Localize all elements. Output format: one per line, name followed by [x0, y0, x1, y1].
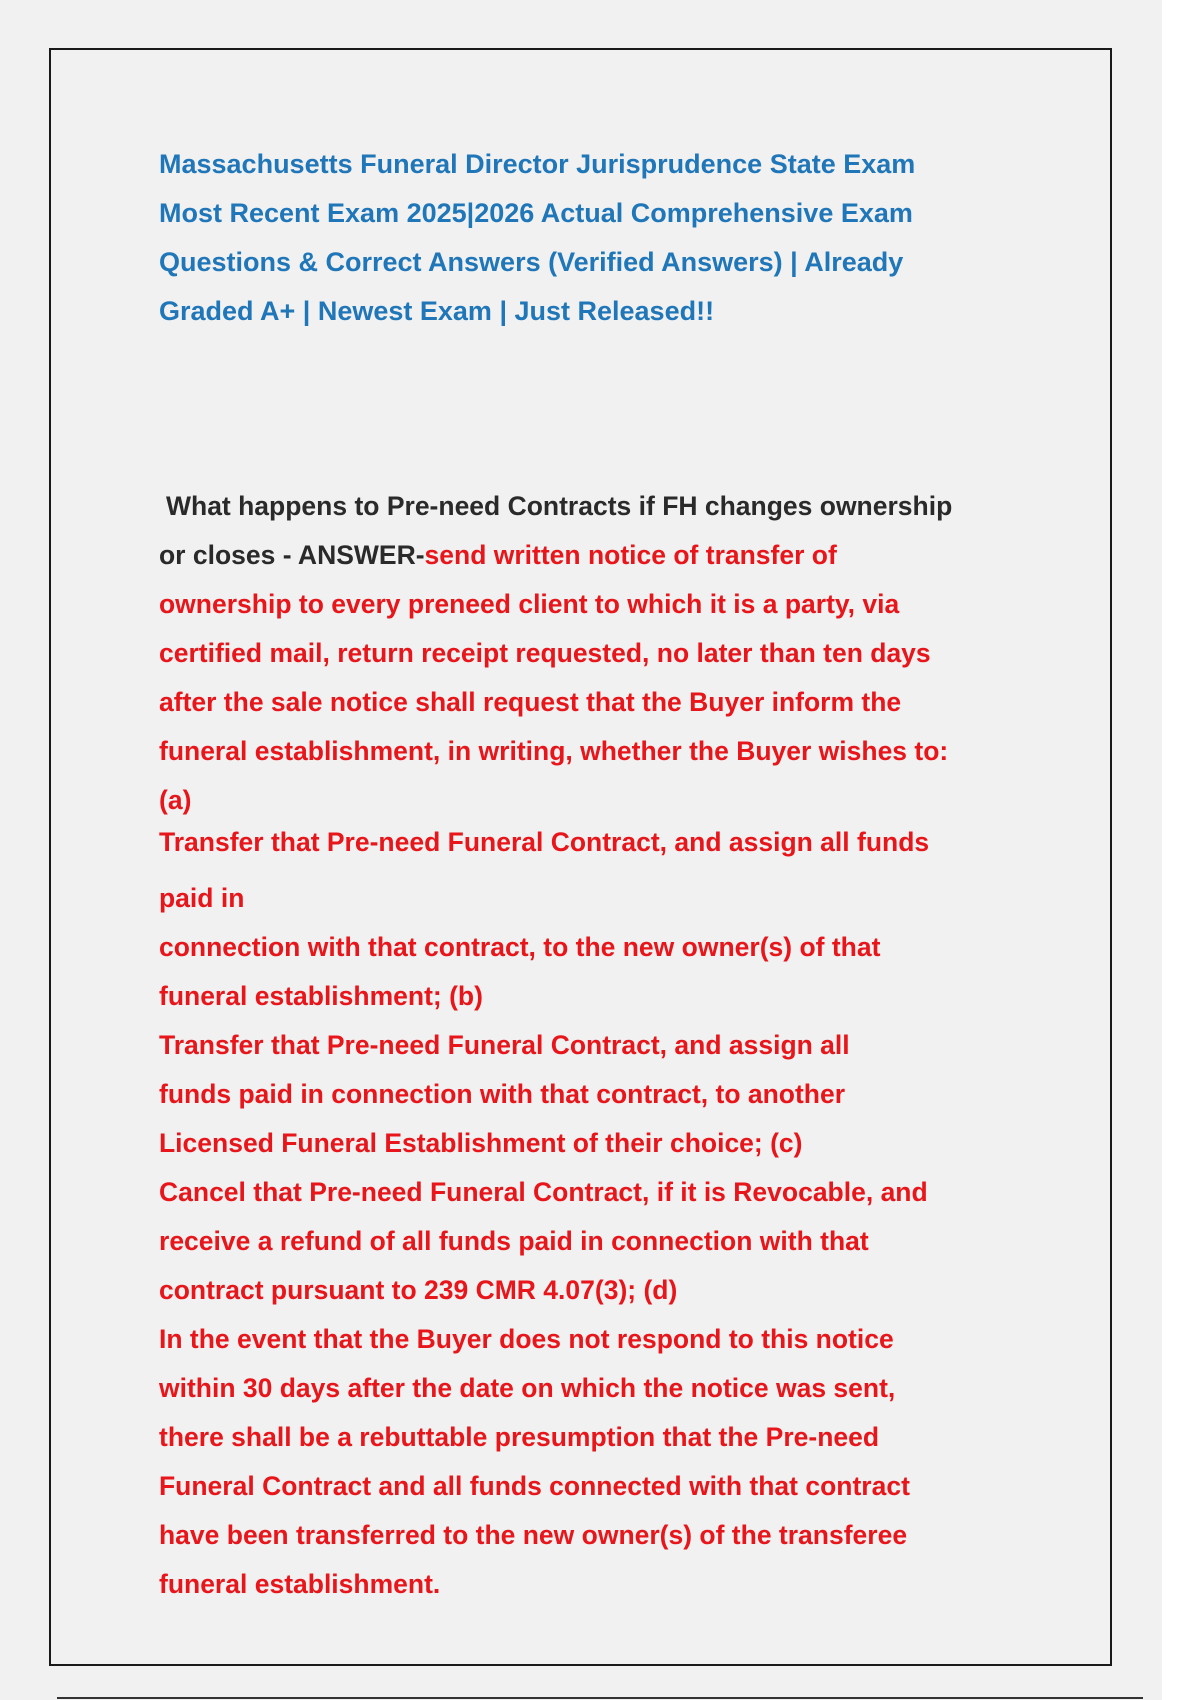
- answer-line: funeral establishment; (b): [159, 981, 483, 1011]
- answer-line: Licensed Funeral Establishment of their choice; (c): [159, 1128, 803, 1158]
- question-answer-line: [159, 531, 1079, 580]
- answer-line: contract pursuant to 239 CMR 4.07(3); (d): [159, 1275, 678, 1305]
- answer-text: send written notice of transfer of: [424, 540, 837, 570]
- document-page: [49, 48, 1112, 1666]
- question-text: or closes - ANSWER-: [159, 540, 425, 570]
- answer-line: after the sale notice shall request that the Buyer inform the: [159, 687, 902, 717]
- answer-line: funeral establishment.: [159, 1569, 441, 1599]
- document-title: [159, 140, 1059, 336]
- answer-line: Cancel that Pre-need Funeral Contract, if it is Revocable, and: [159, 1177, 928, 1207]
- answer-line: there shall be a rebuttable presumption that the Pre-need: [159, 1422, 880, 1452]
- answer-line: connection with that contract, to the new owner(s) of that: [159, 932, 881, 962]
- title-line: Graded A+ | Newest Exam | Just Released!!: [159, 296, 715, 326]
- answer-line: Transfer that Pre-need Funeral Contract, and assign all funds: [159, 827, 930, 857]
- answer-line: paid in: [159, 883, 245, 913]
- answer-line: ownership to every preneed client to which it is a party, via: [159, 589, 900, 619]
- question-answer-block: [159, 482, 1079, 1609]
- title-line: Massachusetts Funeral Director Jurisprudence State Exam: [159, 149, 916, 179]
- title-line: Questions & Correct Answers (Verified Answers) | Already: [159, 247, 904, 277]
- answer-line: within 30 days after the date on which the notice was sent,: [159, 1373, 896, 1403]
- title-line: Most Recent Exam 2025|2026 Actual Comprehensive Exam: [159, 198, 913, 228]
- bottom-divider: [57, 1697, 1143, 1699]
- answer-line: certified mail, return receipt requested, no later than ten days: [159, 638, 931, 668]
- answer-line: funds paid in connection with that contract, to another: [159, 1079, 846, 1109]
- answer-line: have been transferred to the new owner(s) of the transferee: [159, 1520, 908, 1550]
- answer-line: In the event that the Buyer does not respond to this notice: [159, 1324, 894, 1354]
- right-margin-strip: [1162, 0, 1200, 1700]
- answer-line: funeral establishment, in writing, whether the Buyer wishes to:: [159, 736, 949, 766]
- answer-line: receive a refund of all funds paid in connection with that: [159, 1226, 869, 1256]
- answer-line: (a): [159, 785, 192, 815]
- answer-line: Transfer that Pre-need Funeral Contract, and assign all: [159, 1030, 850, 1060]
- answer-line: Funeral Contract and all funds connected with that contract: [159, 1471, 910, 1501]
- question-text: What happens to Pre-need Contracts if FH changes ownership: [166, 491, 953, 521]
